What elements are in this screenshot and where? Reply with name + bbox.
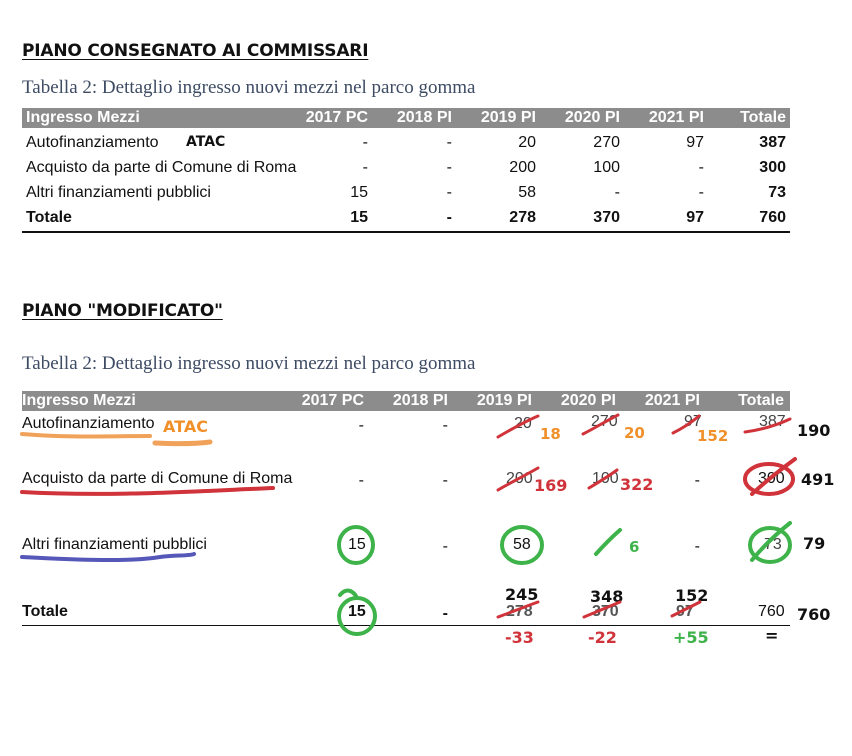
strike-row1-2021 [673, 416, 699, 433]
cell-2020: 370 [593, 209, 620, 226]
section2-heading: PIANO "MODIFICATO" [22, 301, 223, 321]
strike-row1-2020 [583, 415, 618, 434]
section2-caption: Tabella 2: Dettaglio ingresso nuovi mezzi nel parco gomma [22, 353, 476, 374]
cell-2020: - [614, 184, 620, 201]
cell-2017: - [358, 472, 364, 489]
cell-2021-struck: 97 [676, 603, 694, 620]
underline-acquisto [22, 488, 273, 494]
header-totale: Totale [740, 109, 786, 126]
header-2019: 2019 PI [480, 109, 536, 126]
cell-2018: - [446, 134, 452, 151]
cell-2018: - [446, 209, 452, 226]
cell-2017: - [358, 417, 364, 434]
delta-2019: -33 [505, 628, 534, 647]
annotation-total-2021: 152 [675, 586, 709, 605]
row-label: Autofinanziamento [22, 415, 155, 432]
delta-2021: +55 [673, 628, 709, 647]
strike-row2-2020 [589, 470, 617, 488]
strike-row1-total [745, 419, 790, 432]
header-2018: 2018 PI [392, 392, 448, 409]
cell-totale-struck: 300 [758, 470, 785, 487]
cell-totale: 760 [758, 603, 785, 620]
cell-2018: - [442, 417, 448, 434]
delta-total: = [765, 626, 779, 645]
annotation-row3-total: 79 [803, 534, 826, 553]
mark-total-2017-top [340, 591, 356, 596]
cell-2019: 58 [518, 184, 536, 201]
total-label: Totale [26, 209, 72, 226]
row-label: Altri finanziamenti pubblici [22, 536, 207, 553]
circle-total-2017 [339, 598, 375, 634]
underline-atac [155, 442, 210, 444]
cell-2020-struck: 370 [592, 603, 619, 620]
cell-2019-struck: 20 [514, 415, 532, 432]
row-label: Autofinanziamento [26, 134, 159, 151]
cell-2019-struck: 278 [506, 603, 533, 620]
circle-row3-2019 [502, 527, 542, 563]
cell-2017: - [362, 159, 368, 176]
annotation-total-2020: 348 [590, 587, 624, 606]
annotation-row3-2020: 6 [629, 538, 640, 556]
annotation-row2-total: 491 [801, 470, 835, 489]
underline-autofinanziamento [22, 434, 150, 437]
strike-total-2021 [672, 602, 700, 616]
section1-heading: PIANO CONSEGNATO AI COMMISSARI [22, 41, 369, 61]
header-2018: 2018 PI [396, 109, 452, 126]
row-label: Acquisto da parte di Comune di Roma [22, 470, 293, 487]
row-label: Altri finanziamenti pubblici [26, 184, 211, 201]
cell-2018: - [442, 472, 448, 489]
header-2017: 2017 PC [301, 392, 364, 409]
annotation-total-2019: 245 [505, 585, 539, 604]
annotation-row1-2020: 20 [624, 424, 645, 442]
cell-totale-struck: 73 [764, 536, 782, 553]
cell-2021-struck: 97 [684, 413, 702, 430]
cell-2018: - [446, 184, 452, 201]
cell-2019-struck: 200 [506, 470, 533, 487]
cell-2020: 100 [593, 159, 620, 176]
total-label: Totale [22, 603, 68, 620]
underline-altri [22, 554, 194, 560]
annotation-row2-2020: 322 [620, 475, 654, 494]
cell-2019: 278 [509, 209, 536, 226]
cell-2021: - [694, 472, 700, 489]
annotation-row2-2019: 169 [534, 476, 568, 495]
cell-totale: 760 [759, 209, 786, 226]
cell-2018: - [442, 605, 448, 622]
strike-row1-2019 [498, 416, 538, 437]
section1-caption: Tabella 2: Dettaglio ingresso nuovi mezzi nel parco gomma [22, 77, 476, 98]
cell-totale-struck: 387 [759, 413, 786, 430]
cell-2017: 15 [350, 209, 368, 226]
cell-2021: - [698, 159, 704, 176]
annotation-row1-2019: 18 [540, 425, 561, 443]
cell-2017: 15 [350, 184, 368, 201]
circle-row3-2017 [339, 527, 373, 563]
cell-totale: 300 [759, 159, 786, 176]
cell-2021: 97 [686, 209, 704, 226]
cell-2018: - [446, 159, 452, 176]
header-ingresso-mezzi: Ingresso Mezzi [22, 392, 136, 409]
cell-2020-struck: 270 [591, 413, 618, 430]
strike-total-2019 [498, 602, 538, 617]
header-2020: 2020 PI [564, 109, 620, 126]
annotation-row1-2021: 152 [697, 427, 729, 445]
cell-2021: 97 [686, 134, 704, 151]
header-2021: 2021 PI [644, 392, 700, 409]
header-2021: 2021 PI [648, 109, 704, 126]
cell-2018: - [442, 538, 448, 555]
header-ingresso-mezzi: Ingresso Mezzi [26, 109, 140, 126]
header-2019: 2019 PI [476, 392, 532, 409]
atac-tag-annotation: ATAC [163, 417, 208, 436]
cell-2021: - [698, 184, 704, 201]
cell-2020-struck: 100 [592, 470, 619, 487]
annotation-row1-total: 190 [797, 421, 831, 440]
header-2020: 2020 PI [560, 392, 616, 409]
cell-2017: 15 [348, 603, 366, 620]
strike-total-2020 [584, 602, 620, 617]
cell-totale: 387 [759, 134, 786, 151]
cell-2020: 270 [593, 134, 620, 151]
strike-row2-2019 [498, 468, 538, 490]
cell-2019: 20 [518, 134, 536, 151]
header-totale: Totale [738, 392, 784, 409]
delta-2020: -22 [588, 628, 617, 647]
cell-2017: - [362, 134, 368, 151]
annotation-total-total: 760 [797, 605, 831, 624]
cell-2021: - [694, 538, 700, 555]
atac-tag: ATAC [186, 134, 226, 150]
cell-totale: 73 [768, 184, 786, 201]
cell-2019: 58 [513, 536, 531, 553]
cell-2017: 15 [348, 536, 366, 553]
header-2017: 2017 PC [305, 109, 368, 126]
row-label: Acquisto da parte di Comune di Roma [26, 159, 297, 176]
cell-2019: 200 [509, 159, 536, 176]
stroke-row3-2020 [596, 530, 620, 554]
